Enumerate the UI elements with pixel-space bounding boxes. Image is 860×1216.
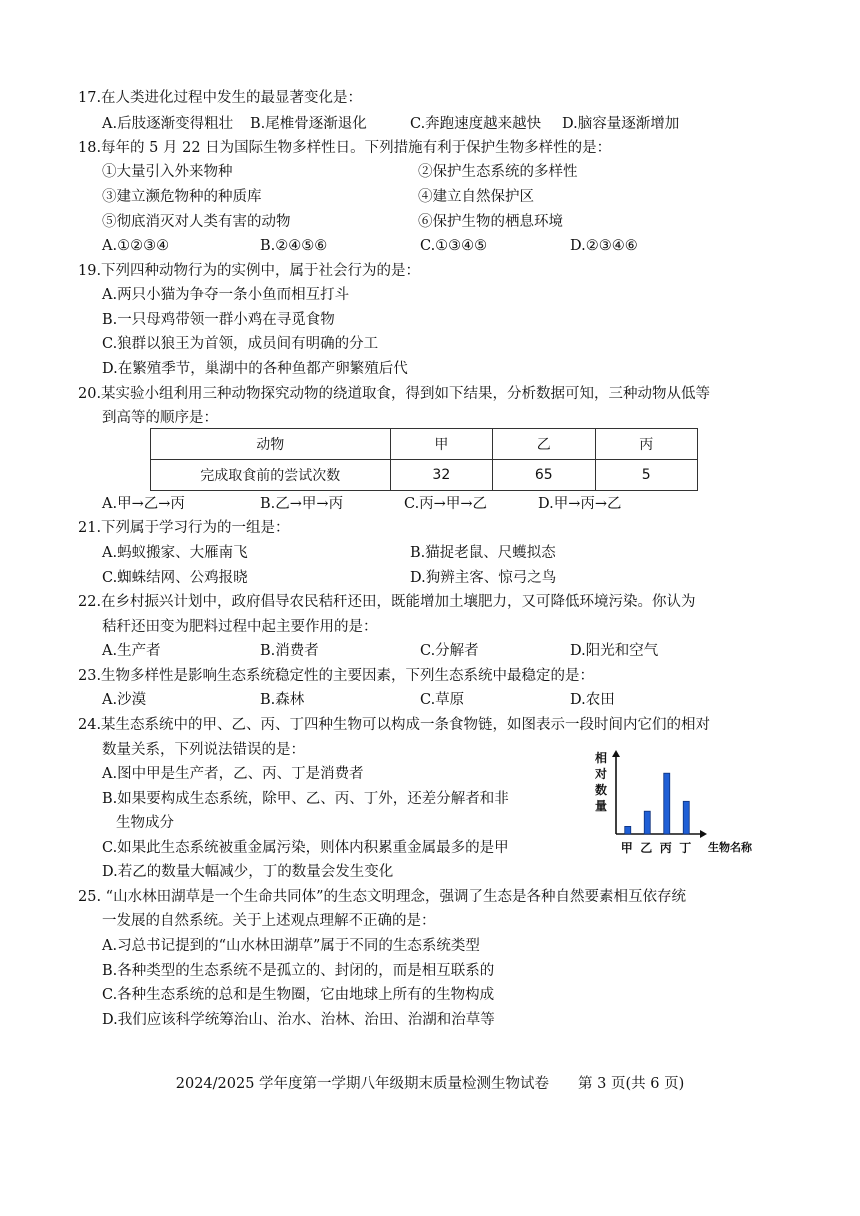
q21-option-b: B.猫捉老鼠、尺蠖拟态 — [410, 545, 556, 561]
relative-quantity-chart — [588, 748, 768, 860]
q25-stem-line2: 一发展的自然系统。关于上述观点理解不正确的是： — [102, 913, 436, 929]
q19-option-c: C.狼群以狼王为首领，成员间有明确的分工 — [102, 336, 379, 352]
q18-option-a: A.①②③④ — [102, 238, 170, 254]
q21-stem: 21.下列属于学习行为的一组是： — [78, 520, 290, 536]
q22-option-b: B.消费者 — [260, 643, 319, 659]
x-tick-label: 丙 — [659, 841, 672, 855]
q18-item-1: ①大量引入外来物种 — [102, 164, 233, 180]
q20-option-d: D.甲→丙→乙 — [538, 496, 622, 512]
q20-stem-line1: 20.某实验小组利用三种动物探究动物的绕道取食，得到如下结果，分析数据可知，三种动物从低等 — [78, 386, 711, 402]
chart-bars — [625, 773, 690, 834]
q17-option-b: B.尾椎骨逐渐退化 — [250, 116, 367, 132]
q25-option-c: C.各种生态系统的总和是生物圈，它由地球上所有的生物构成 — [102, 987, 495, 1003]
q25-option-a: A.习总书记提到的“山水林田湖草”属于不同的生态系统类型 — [102, 938, 480, 954]
q17-option-a: A.后肢逐渐变得粗壮 — [102, 116, 234, 132]
q24-option-c: C.如果此生态系统被重金属污染，则体内积累重金属最多的是甲 — [102, 840, 509, 856]
q23-option-a: A.沙漠 — [102, 692, 147, 708]
q24-option-a: A.图中甲是生产者，乙、丙、丁是消费者 — [102, 766, 364, 782]
x-tick-label: 甲 — [620, 841, 633, 855]
table-header-cell: 乙 — [493, 429, 595, 460]
x-tick-label: 乙 — [640, 841, 653, 855]
q20-option-c: C.丙→甲→乙 — [404, 496, 487, 512]
q18-option-d: D.②③④⑥ — [570, 238, 638, 254]
bar-丁 — [683, 801, 689, 834]
q17-stem: 17.在人类进化过程中发生的最显著变化是： — [78, 90, 363, 106]
q24-stem-line1: 24.某生态系统中的甲、乙、丙、丁四种生物可以构成一条食物链，如图表示一段时间内它们的相对 — [78, 717, 711, 733]
q18-option-c: C.①③④⑤ — [420, 238, 488, 254]
table-header-cell: 动物 — [151, 429, 391, 460]
q18-item-4: ④建立自然保护区 — [418, 189, 534, 205]
table-header-cell: 丙 — [595, 429, 697, 460]
q21-option-c: C.蜘蛛结网、公鸡报晓 — [102, 570, 248, 586]
q20-stem-line2: 到高等的顺序是： — [102, 410, 218, 426]
q25-stem-line1: 25. “山水林田湖草是一个生命共同体”的生态文明理念，强调了生态是各种自然要素相互依存统 — [78, 889, 686, 905]
q18-item-3: ③建立濒危物种的种质库 — [102, 189, 262, 205]
bar-甲 — [625, 826, 631, 834]
bar-乙 — [644, 811, 650, 834]
q20-option-b: B.乙→甲→丙 — [260, 496, 344, 512]
q19-option-a: A.两只小猫为争夺一条小鱼而相互打斗 — [102, 287, 350, 303]
q23-option-c: C.草原 — [420, 692, 465, 708]
q23-stem: 23.生物多样性是影响生态系统稳定性的主要因素，下列生态系统中最稳定的是： — [78, 668, 595, 684]
q24-option-b-line2: 生物成分 — [116, 815, 174, 831]
table-cell: 32 — [390, 460, 492, 491]
q19-stem: 19.下列四种动物行为的实例中，属于社会行为的是： — [78, 263, 421, 279]
q22-option-d: D.阳光和空气 — [570, 643, 659, 659]
q24-option-b-line1: B.如果要构成生态系统，除甲、乙、丙、丁外，还差分解者和非 — [102, 791, 509, 807]
table-row — [151, 460, 698, 491]
table-cell: 65 — [493, 460, 595, 491]
x-tick-label: 丁 — [679, 841, 692, 855]
y-axis-label: 相对数量 — [594, 751, 608, 813]
q22-option-a: A.生产者 — [102, 643, 161, 659]
q21-option-d: D.狗辨主客、惊弓之鸟 — [410, 570, 557, 586]
q24-stem-line2: 数量关系，下列说法错误的是： — [102, 742, 305, 758]
q22-stem-line2: 秸秆还田变为肥料过程中起主要作用的是： — [102, 619, 378, 635]
q18-item-6: ⑥保护生物的栖息环境 — [418, 214, 563, 230]
q22-option-c: C.分解者 — [420, 643, 479, 659]
q22-stem-line1: 22.在乡村振兴计划中，政府倡导农民秸秆还田，既能增加土壤肥力，又可降低环境污染。你认为 — [78, 594, 696, 610]
page-footer: 2024/2025 学年度第一学期八年级期末质量检测生物试卷 第 3 页(共 6 页) — [175, 1076, 685, 1092]
y-axis-arrow — [612, 750, 620, 757]
q20-option-a: A.甲→乙→丙 — [102, 496, 185, 512]
table-cell: 完成取食前的尝试次数 — [151, 460, 391, 491]
q19-option-b: B.一只母鸡带领一群小鸡在寻觅食物 — [102, 312, 335, 328]
q18-item-5: ⑤彻底消灭对人类有害的动物 — [102, 214, 291, 230]
bar-丙 — [664, 773, 670, 834]
q24-option-d: D.若乙的数量大幅减少，丁的数量会发生变化 — [102, 864, 394, 880]
q20-data-table — [150, 428, 698, 491]
q18-item-2: ②保护生态系统的多样性 — [418, 164, 578, 180]
chart-axes — [612, 750, 707, 838]
table-cell: 5 — [595, 460, 697, 491]
q25-option-d: D.我们应该科学统筹治山、治水、治林、治田、治湖和治草等 — [102, 1012, 495, 1028]
q25-option-b: B.各种类型的生态系统不是孤立的、封闭的，而是相互联系的 — [102, 963, 495, 979]
q23-option-d: D.农田 — [570, 692, 615, 708]
q18-stem: 18.每年的 5 月 22 日为国际生物多样性日。下列措施有利于保护生物多样性的是： — [78, 140, 612, 156]
table-header-cell: 甲 — [390, 429, 492, 460]
q17-option-c: C.奔跑速度越来越快 — [410, 116, 542, 132]
x-axis-label: 生物名称 — [708, 841, 752, 854]
table-header-row — [151, 429, 698, 460]
q21-option-a: A.蚂蚁搬家、大雁南飞 — [102, 545, 248, 561]
q17-option-d: D.脑容量逐渐增加 — [562, 116, 680, 132]
q18-option-b: B.②④⑤⑥ — [260, 238, 328, 254]
q19-option-d: D.在繁殖季节，巢湖中的各种鱼都产卵繁殖后代 — [102, 361, 408, 377]
q23-option-b: B.森林 — [260, 692, 305, 708]
x-axis-arrow — [700, 830, 707, 838]
chart-labels — [594, 750, 753, 855]
